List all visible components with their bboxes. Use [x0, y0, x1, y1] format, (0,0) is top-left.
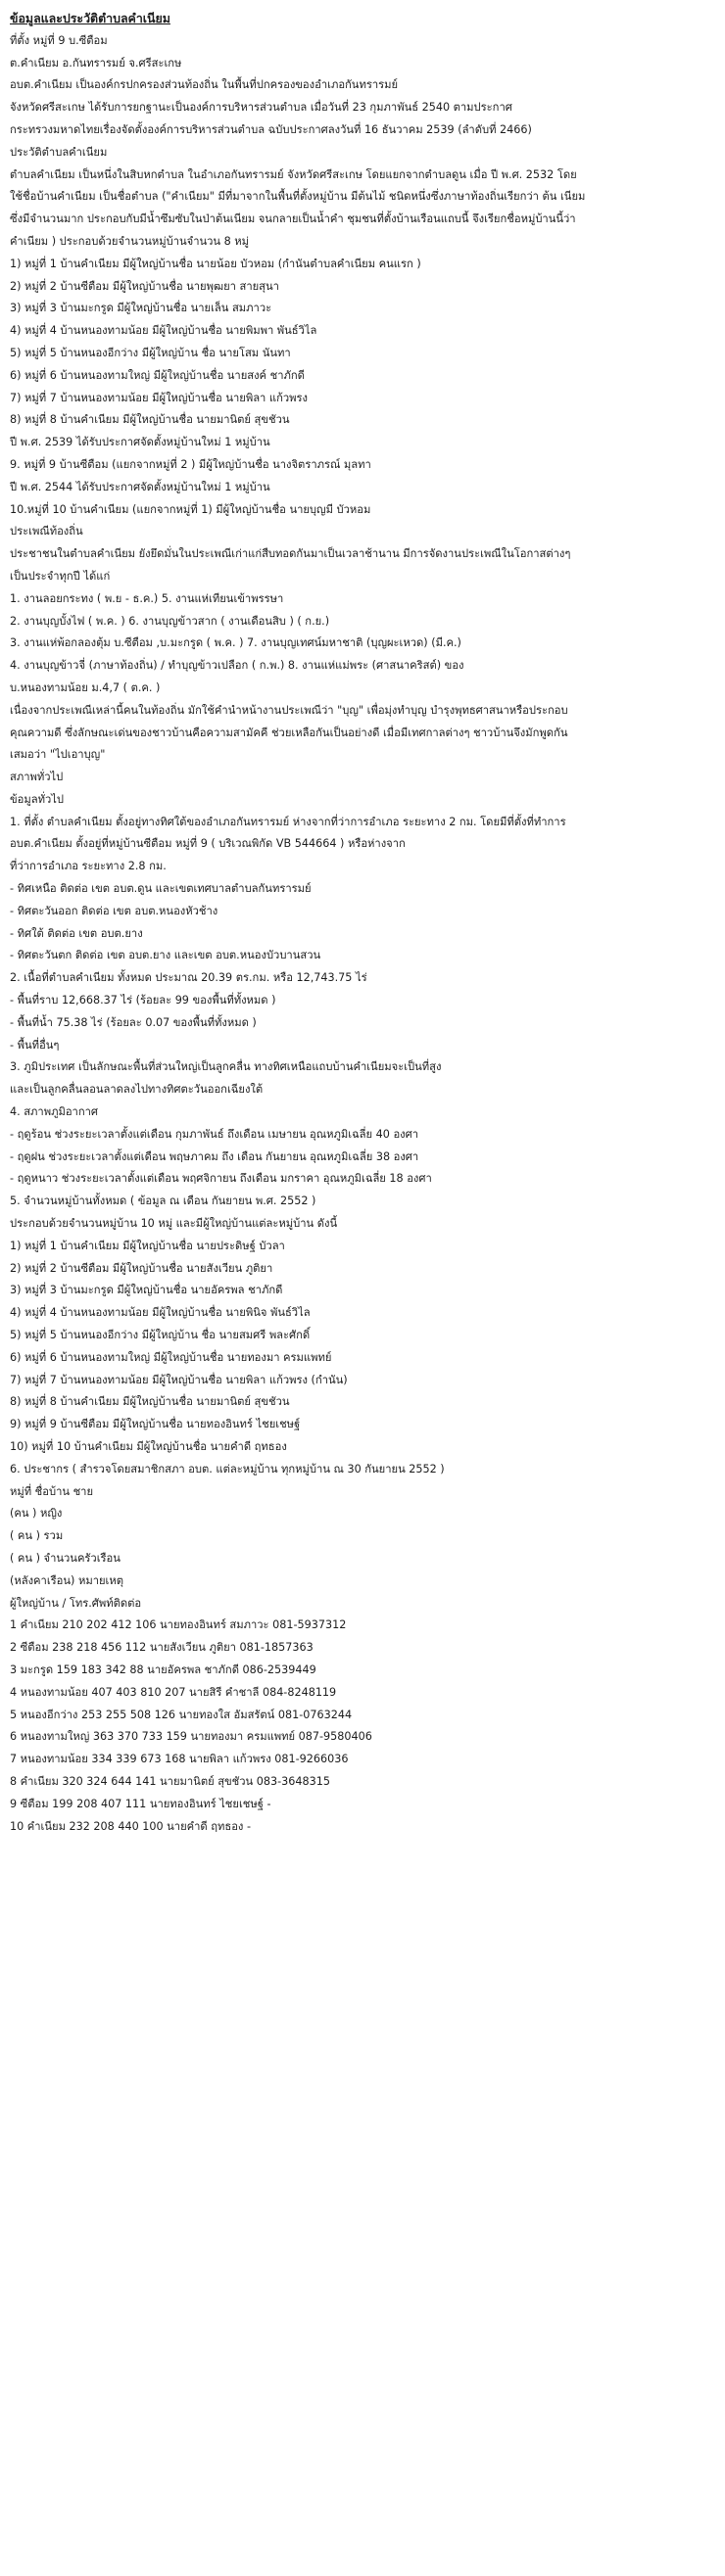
text-line: - ฤดูฝน ช่วงระยะเวลาตั้งแต่เดือน พฤษภาคม ถึง เดือน กันยายน อุณหภูมิเฉลี่ย 38 องศา — [10, 1149, 419, 1163]
text-line: 2) หมู่ที่ 2 บ้านซีตือม มีผู้ใหญ่บ้านชื่อ นายพุฒยา สายสุนา — [10, 279, 279, 293]
text-line: ต.คำเนียม อ.กันทรารมย์ จ.ศรีสะเกษ — [10, 56, 182, 70]
text-line: 4) หมู่ที่ 4 บ้านหนองทามน้อย มีผู้ใหญ่บ้านชื่อ นายพิมพา พันธ์วิไล — [10, 324, 317, 338]
page-title: ข้อมูลและประวัติตำบลคำเนียม — [10, 11, 170, 25]
text-line: ปี พ.ศ. 2539 ได้รับประกาศจัดตั้งหมู่บ้านใหม่ 1 หมู่บ้าน — [10, 436, 270, 449]
text-line: ที่ตั้ง หมู่ที่ 9 บ.ซีตือม — [10, 33, 108, 47]
text-line: 5 หนองอีกว่าง 253 255 508 126 นายทองใส อัมสรัตน์ 081-0763244 — [10, 1708, 353, 1721]
text-line: 1. งานลอยกระทง ( พ.ย - ธ.ค.) 5. งานแห่เทียนเข้าพรรษา — [10, 591, 284, 605]
text-line: บ.หนองทามน้อย ม.4,7 ( ต.ค. ) — [10, 680, 161, 694]
text-line: (คน ) หญิง — [10, 1507, 63, 1521]
text-line: 3) หมู่ที่ 3 บ้านมะกรูด มีผู้ใหญ่บ้านชื่อ นายเล็น สมภาวะ — [10, 302, 272, 315]
text-line: - ทิศเหนือ ติดต่อ เขต อบต.ดูน และเขตเทศบาลตำบลกันทรารมย์ — [10, 882, 312, 896]
text-line: 6) หมู่ที่ 6 บ้านหนองทามใหญ่ มีผู้ใหญ่บ้านชื่อ นายสงค์ ชาภักดี — [10, 368, 305, 382]
text-line: และเป็นลูกคลื่นลอนลาดลงไปทางทิศตะวันออกเฉียงใต้ — [10, 1083, 264, 1097]
text-line: 3 มะกรูด 159 183 342 88 นายอัครพล ชาภักดี 086-2539449 — [10, 1663, 316, 1676]
text-line: 9 ซีตือม 199 208 407 111 นายทองอินทร์ ไชยเชษฐ์ - — [10, 1797, 271, 1810]
text-line: 5. จำนวนหมู่บ้านทั้งหมด ( ข้อมูล ณ เดือน กันยายน พ.ศ. 2552 ) — [10, 1194, 316, 1208]
text-line: 3) หมู่ที่ 3 บ้านมะกรูด มีผู้ใหญ่บ้านชื่อ นายอัครพล ชาภักดี — [10, 1284, 283, 1297]
text-line: 1 คำเนียม 210 202 412 106 นายทองอินทร์ สมภาวะ 081-5937312 — [10, 1618, 347, 1632]
text-line: - ทิศใต้ ติดต่อ เขต อบต.ยาง — [10, 926, 143, 940]
text-line: 8 คำเนียม 320 324 644 141 นายมานิตย์ สุขชัวน 083-3648315 — [10, 1774, 330, 1788]
text-line: จังหวัดศรีสะเกษ ได้รับการยกฐานะเป็นองค์การบริหารส่วนตำบล เมื่อวันที่ 23 กุมภาพันธ์ 2540 ตามประกาศ — [10, 101, 512, 115]
text-line: ปี พ.ศ. 2544 ได้รับประกาศจัดตั้งหมู่บ้านใหม่ 1 หมู่บ้าน — [10, 480, 270, 493]
text-line: หมู่ที่ ชื่อบ้าน ชาย — [10, 1484, 94, 1498]
text-line: ใช้ชื่อบ้านคำเนียม เป็นชื่อตำบล ("คำเนียม" มีที่มาจากในพื้นที่ตั้งหมู่บ้าน มีต้นไม้ ชนิดหนึ่งซึ่งภาษาท้องถิ่นเรียกว่า ต้น เนียม — [10, 190, 586, 204]
text-line: 4. งานบุญข้าวจี่ (ภาษาท้องถิ่น) / ทำบุญข้าวเปลือก ( ก.พ.) 8. งานแห่แม่พระ (ศาสนาคริสต์) ของ — [10, 659, 464, 673]
text-line: 7) หมู่ที่ 7 บ้านหนองทามน้อย มีผู้ใหญ่บ้านชื่อ นายพิลา แก้วพรง — [10, 391, 309, 404]
text-line: คุณความดี ซึ่งลักษณะเด่นของชาวบ้านคือความสามัคคี ช่วยเหลือกันเป็นอย่างดี เมื่อมีเทศกาลต่างๆ ชาวบ้านจึงมักพูดกัน — [10, 726, 568, 739]
text-line: ข้อมูลทั่วไป — [10, 792, 64, 806]
text-line: 1) หมู่ที่ 1 บ้านคำเนียม มีผู้ใหญ่บ้านชื่อ นายประดิษฐ์ บัวลา — [10, 1239, 285, 1252]
text-line: 2 ซีตือม 238 218 456 112 นายสังเวียน ภูติยา 081-1857363 — [10, 1641, 314, 1655]
text-line: 3. งานแห่พ้อกลองตุ้ม บ.ซีตือม ,บ.มะกรูด ( พ.ค. ) 7. งานบุญเทศน์มหาชาติ (บุญผะเหวด) (มี.ค.) — [10, 636, 461, 650]
document-body — [10, 30, 715, 1839]
text-line: 9. หมู่ที่ 9 บ้านซีตือม (แยกจากหมู่ที่ 2 ) มีผู้ใหญ่บ้านชื่อ นางจิตราภรณ์ มุลทา — [10, 457, 371, 471]
text-line: 3. ภูมิประเทศ เป็นลักษณะพื้นที่ส่วนใหญ่เป็นลูกคลื่น ทางทิศเหนือแถบบ้านคำเนียมจะเป็นที่สูง — [10, 1060, 442, 1074]
text-line: ประเพณีท้องถิ่น — [10, 525, 83, 539]
text-line: ผู้ใหญ่บ้าน / โทร.ศัพท์ติดต่อ — [10, 1596, 142, 1610]
text-line: 5) หมู่ที่ 5 บ้านหนองอีกว่าง มีผู้ใหญ่บ้าน ชื่อ นายสมศรี พละศักดิ์ — [10, 1329, 311, 1342]
text-line: เป็นประจำทุกปี ได้แก่ — [10, 569, 111, 583]
text-line: 4 หนองทามน้อย 407 403 810 207 นายสิรี คำชาลี 084-8248119 — [10, 1685, 337, 1699]
text-line: 2. เนื้อที่ตำบลคำเนียม ทั้งหมด ประมาณ 20.39 ตร.กม. หรือ 12,743.75 ไร่ — [10, 971, 367, 985]
text-line: (หลังคาเรือน) หมายเหตุ — [10, 1573, 123, 1587]
text-line: 9) หมู่ที่ 9 บ้านซีตือม มีผู้ใหญ่บ้านชื่อ นายทองอินทร์ ไชยเชษฐ์ — [10, 1418, 301, 1431]
text-line: เนื่องจากประเพณีเหล่านี้คนในท้องถิ่น มักใช้คำนำหน้างานประเพณีว่า "บุญ" เพื่อมุ่งทำบุญ บำรุงพุทธศาสนาหรือประกอบ — [10, 703, 568, 717]
text-line: ( คน ) รวม — [10, 1529, 64, 1543]
text-line: เสมอว่า "ไปเอาบุญ" — [10, 748, 106, 762]
text-line: ซึ่งมีจำนวนมาก ประกอบกับมีน้ำซึมซับในป่าต้นเนียม จนกลายเป็นน้ำคำ ชุมชนที่ตั้งบ้านเรือนแถบนี้ จึงเรียกชื่อหมู่บ้านนี้ว่า — [10, 212, 576, 226]
text-line: 5) หมู่ที่ 5 บ้านหนองอีกว่าง มีผู้ใหญ่บ้าน ชื่อ นายโสม นันทา — [10, 346, 291, 359]
text-line: 7 หนองทามน้อย 334 339 673 168 นายพิลา แก้วพรง 081-9266036 — [10, 1753, 349, 1766]
text-line: 4) หมู่ที่ 4 บ้านหนองทามน้อย มีผู้ใหญ่บ้านชื่อ นายพินิจ พันธ์วิไล — [10, 1306, 311, 1320]
text-line: 8) หมู่ที่ 8 บ้านคำเนียม มีผู้ใหญ่บ้านชื่อ นายมานิตย์ สุขชัวน — [10, 1395, 290, 1409]
text-line: 2. งานบุญบั้งไฟ ( พ.ค. ) 6. งานบุญข้าวสาก ( งานเดือนสิบ ) ( ก.ย.) — [10, 614, 330, 628]
text-line: คำเนียม ) ประกอบด้วยจำนวนหมู่บ้านจำนวน 8 หมู่ — [10, 234, 250, 248]
text-line: - พื้นที่ราบ 12,668.37 ไร่ (ร้อยละ 99 ของพื้นที่ทั้งหมด ) — [10, 994, 276, 1007]
text-line: 10) หมู่ที่ 10 บ้านคำเนียม มีผู้ใหญ่บ้านชื่อ นายคำดี ฤทธอง — [10, 1440, 287, 1453]
text-line: 10 คำเนียม 232 208 440 100 นายคำดี ฤทธอง - — [10, 1819, 251, 1833]
text-line: 6. ประชากร ( สำรวจโดยสมาชิกสภา อบต. แต่ละหมู่บ้าน ทุกหมู่บ้าน ณ 30 กันยายน 2552 ) — [10, 1462, 445, 1475]
text-line: - ฤดูหนาว ช่วงระยะเวลาตั้งแต่เดือน พฤศจิกายน ถึงเดือน มกราคา อุณหภูมิเฉลี่ย 18 องศา — [10, 1172, 432, 1186]
text-line: ตำบลคำเนียม เป็นหนึ่งในสิบหกตำบล ในอำเภอกันทรารมย์ จังหวัดศรีสะเกษ โดยแยกจากตำบลดูน เมื่อ ปี พ.ศ. 2532 โดย — [10, 167, 577, 181]
text-line: 7) หมู่ที่ 7 บ้านหนองทามน้อย มีผู้ใหญ่บ้านชื่อ นายพิลา แก้วพรง (กำนัน) — [10, 1373, 348, 1386]
text-line: - พื้นที่น้ำ 75.38 ไร่ (ร้อยละ 0.07 ของพื้นที่ทั้งหมด ) — [10, 1015, 257, 1029]
text-line: 6) หมู่ที่ 6 บ้านหนองทามใหญ่ มีผู้ใหญ่บ้านชื่อ นายทองมา ครมแพทย์ — [10, 1350, 332, 1364]
text-line: กระทรวงมหาดไทยเรื่องจัดตั้งองค์การบริหารส่วนตำบล ฉบับประกาศลงวันที่ 16 ธันวาคม 2539 (ลำดับที่ 2466) — [10, 122, 532, 136]
text-line: ที่ว่าการอำเภอ ระยะทาง 2.8 กม. — [10, 860, 167, 873]
text-line: 1) หมู่ที่ 1 บ้านคำเนียม มีผู้ใหญ่บ้านชื่อ นายน้อย บัวหอม (กำนันตำบลคำเนียม คนแรก ) — [10, 257, 421, 270]
text-line: - ทิศตะวันตก ติดต่อ เขต อบต.ยาง และเขต อบต.หนองบัวบานสวน — [10, 949, 321, 962]
text-line: อบต.คำเนียม เป็นองค์กรปกครองส่วนท้องถิ่น ในพื้นที่ปกครองของอำเภอกันทรารมย์ — [10, 78, 399, 92]
text-line: 4. สภาพภูมิอากาศ — [10, 1105, 98, 1119]
text-line: - ทิศตะวันออก ติดต่อ เขต อบต.หนองหัวช้าง — [10, 904, 218, 917]
text-line: 2) หมู่ที่ 2 บ้านซีตือม มีผู้ใหญ่บ้านชื่อ นายสังเวียน ภูติยา — [10, 1261, 273, 1275]
text-line: ( คน ) จำนวนครัวเรือน — [10, 1551, 121, 1565]
text-line: อบต.คำเนียม ตั้งอยู่ที่หมู่บ้านซีตือม หมู่ที่ 9 ( บริเวณพิกัด VB 544664 ) หรือห่างจาก — [10, 837, 406, 851]
text-line: ประกอบด้วยจำนวนหมู่บ้าน 10 หมู่ และมีผู้ใหญ่บ้านแต่ละหมู่บ้าน ดังนี้ — [10, 1217, 338, 1231]
text-line: ประวัติตำบลคำเนียม — [10, 145, 108, 159]
text-line: - ฤดูร้อน ช่วงระยะเวลาตั้งแต่เดือน กุมภาพันธ์ ถึงเดือน เมษายน อุณหภูมิเฉลี่ย 40 องศา — [10, 1127, 419, 1141]
text-line: สภาพทั่วไป — [10, 771, 64, 784]
text-line: 8) หมู่ที่ 8 บ้านคำเนียม มีผู้ใหญ่บ้านชื่อ นายมานิตย์ สุขชัวน — [10, 413, 290, 427]
text-line: 6 หนองทามใหญ่ 363 370 733 159 นายทองมา ครมแพทย์ 087-9580406 — [10, 1730, 372, 1744]
text-line: - พื้นที่อื่นๆ — [10, 1038, 60, 1052]
text-line: ประชาชนในตำบลคำเนียม ยังยึดมั่นในประเพณีเก่าแก่สืบทอดกันมาเป็นเวลาช้านาน มีการจัดงานประเพณีในโอกาสต่างๆ — [10, 547, 571, 561]
text-line: 1. ที่ตั้ง ตำบลคำเนียม ตั้งอยู่ทางทิศใต้ของอำเภอกันทรารมย์ ห่างจากที่ว่าการอำเภอ ระยะทาง 2 กม. โดยมีที่ตั้งที่ทำการ — [10, 815, 566, 828]
text-line: 10.หมู่ที่ 10 บ้านคำเนียม (แยกจากหมู่ที่ 1) มีผู้ใหญ่บ้านชื่อ นายบุญมี บัวหอม — [10, 502, 371, 516]
